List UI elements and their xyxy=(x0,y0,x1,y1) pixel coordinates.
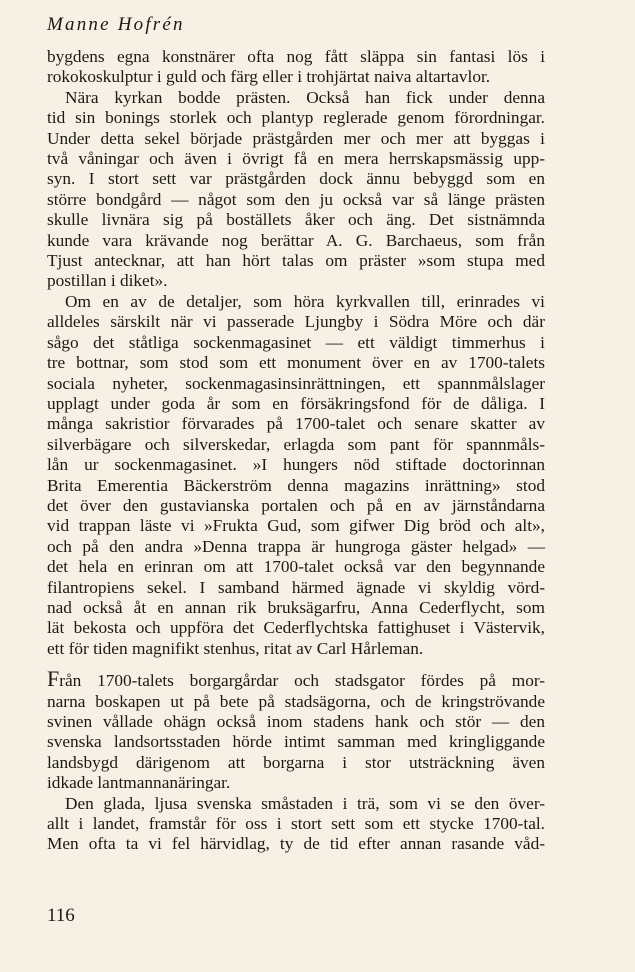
text-line: många sakristior förvarades på 1700-talet och senare skatter av xyxy=(47,414,545,434)
text-line: silverbägare och silverskedar, erlagda som pant för spannmåls- xyxy=(47,434,545,454)
text-line: skulle livnära sig på boställets åker och äng. Det sistnämnda xyxy=(47,210,545,230)
text-line: ett för tiden magnifikt stenhus, ritat av Carl Hårleman. xyxy=(47,638,424,658)
text-line: Men ofta ta vi fel härvidlag, ty de tid efter annan rasande våd- xyxy=(47,834,545,854)
text-line: lät bekosta och uppföra det Cederflychtska fattighuset i Västervik, xyxy=(47,618,545,638)
text-line: Under detta sekel började prästgården mer och mer att byggas i xyxy=(47,128,545,148)
paragraph-1 xyxy=(47,47,545,88)
text-line: Nära kyrkan bodde prästen. Också han fick under denna xyxy=(65,87,545,107)
text-line: postillan i diket». xyxy=(47,271,168,291)
text-line: upplagt under goda år som en försäkringsfond för de dåliga. I xyxy=(47,393,545,413)
paragraph-2 xyxy=(47,88,545,292)
body-text xyxy=(47,47,545,855)
text-line: bygdens egna konstnärer ofta nog fått släppa sin fantasi lös i xyxy=(47,47,545,66)
text-line: alldeles särskilt när vi passerade Ljungby i Södra Möre och där xyxy=(47,312,545,332)
text-line: det hela en erinran om att 1700-talet också var den begynnande xyxy=(47,557,545,577)
text-line: sågo det ståtliga sockenmagasinet — ett väldigt timmerhus i xyxy=(47,332,545,352)
text-line: narna boskapen ut på bete på stadsägorna, och de kringströvande xyxy=(47,691,545,711)
text-line: Den glada, ljusa svenska småstaden i trä, som vi se den över- xyxy=(65,793,545,813)
paragraph-4 xyxy=(47,666,545,793)
text-line: idkade lantmannanäringar. xyxy=(47,773,231,793)
running-header: Manne Hofrén xyxy=(47,14,185,35)
text-line: svinen vållade ohägn också inom stadens hank och stör — den xyxy=(47,712,545,731)
text-line: Brita Emerentia Bäckerström denna magazins inrättning» stod xyxy=(47,475,545,495)
text-line: det över den gustavianska portalen och på en av järnståndarna xyxy=(47,495,545,515)
first-line-text: rån 1700-talets borgargårdar och stadsgator fördes på mor- xyxy=(59,671,545,691)
initial-letter: F xyxy=(47,666,60,692)
text-line: rokokoskulptur i guld och färg eller i trohjärtat naiva altartavlor. xyxy=(47,67,491,87)
text-line: vid trappan läste vi »Frukta Gud, som gifwer Dig bröd och alt», xyxy=(47,516,545,536)
text-line: nad också åt en annan rik bruksägarfru, Anna Cederflycht, som xyxy=(47,597,545,617)
paragraph-3 xyxy=(47,292,545,659)
section-break xyxy=(47,659,545,671)
text-line: landsbygd därigenom att borgarna i stor utsträckning även xyxy=(47,752,545,772)
text-line: större bondgård — något som den ju också var så länge prästen xyxy=(47,189,545,209)
text-line: filantropiens sekel. I samband härmed ägnade vi skyldig vörd- xyxy=(47,577,545,597)
text-line: och på den andra »Denna trappa är hungroga gäster helgad» — xyxy=(47,536,545,556)
text-line: Tjust antecknar, att han hört talas om präster »som stupa med xyxy=(47,251,545,271)
text-line: kunde vara krävande nog berättar A. G. Barchaeus, som från xyxy=(47,230,545,250)
text-line xyxy=(47,666,545,692)
text-line: två våningar och även i övrigt få en mera herrskapsmässig upp- xyxy=(47,149,545,169)
text-line: svenska landsortsstaden hörde intimt samman med kringliggande xyxy=(47,732,545,752)
page-number: 116 xyxy=(47,905,75,926)
text-line: Om en av de detaljer, som höra kyrkvallen till, erinrades vi xyxy=(65,291,545,311)
text-line: syn. I stort sett var prästgården dock ännu bebyggd som en xyxy=(47,169,545,189)
text-line: tid sin bonings storlek och plantyp reglerade genom förordningar. xyxy=(47,108,545,128)
text-line: allt i landet, framstår för oss i stort sett som ett stycke 1700-tal. xyxy=(47,814,545,834)
text-line: tre bottnar, som stod som ett monument över en av 1700-talets xyxy=(47,353,545,373)
text-line: lån ur sockenmagasinet. »I hungers nöd stiftade doctorinnan xyxy=(47,455,545,475)
text-line: sociala nyheter, sockenmagasinsinrättningen, ett spannmålslager xyxy=(47,373,545,393)
paragraph-5 xyxy=(47,794,545,855)
